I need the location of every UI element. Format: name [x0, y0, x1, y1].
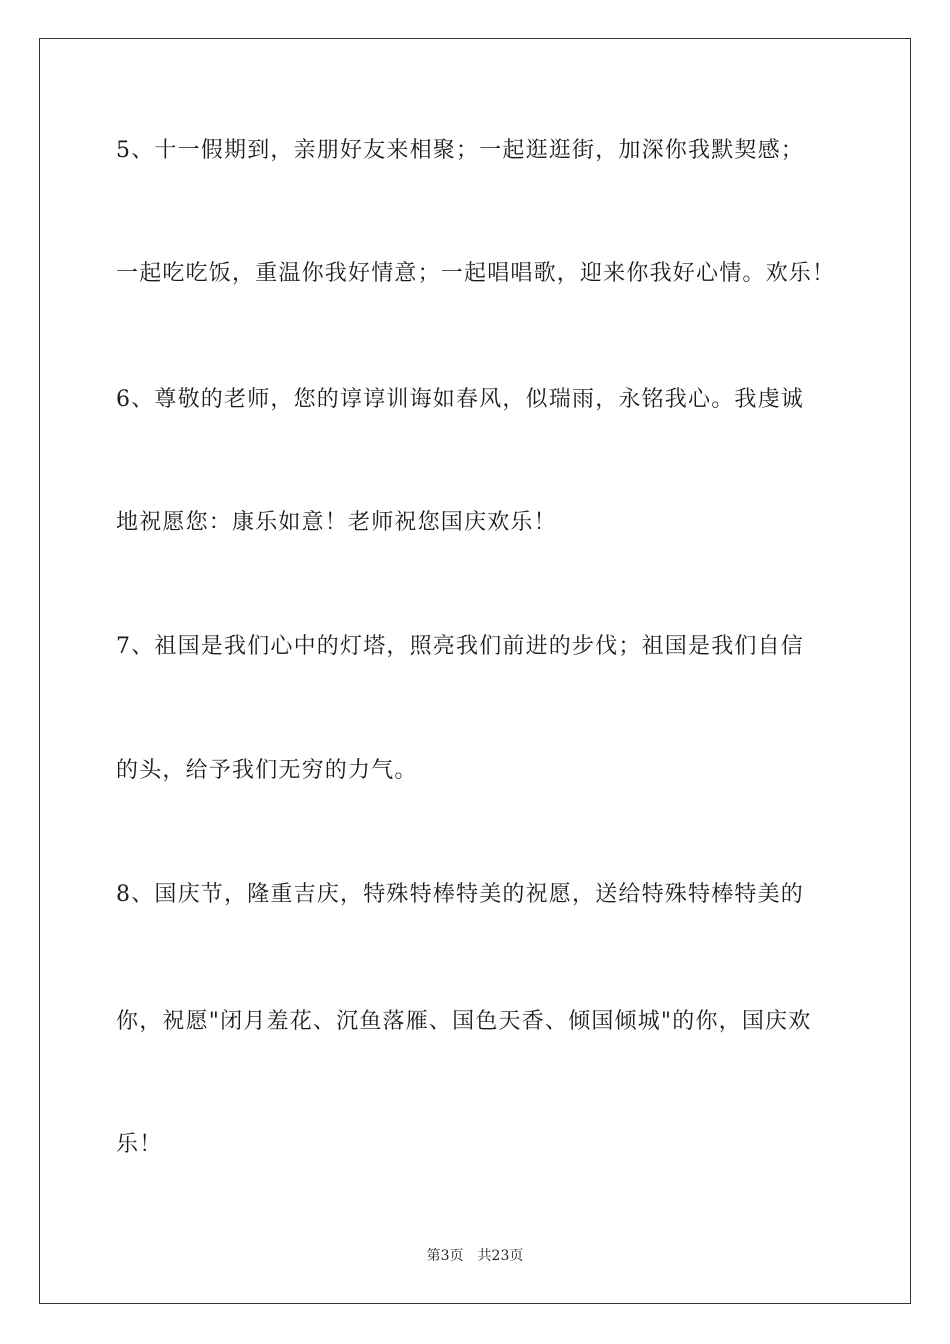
text-line-8: 你，祝愿"闭月羞花、沉鱼落雁、国色天香、倾国倾城"的你，国庆欢	[116, 1009, 812, 1034]
text-line-5: 7、祖国是我们心中的灯塔，照亮我们前进的步伐；祖国是我们自信	[116, 634, 804, 659]
text-line-6: 的头，给予我们无穷的力气。	[116, 758, 418, 783]
page-number: 第3页	[426, 1248, 464, 1264]
text-line-9: 乐！	[116, 1132, 163, 1157]
text-line-4: 地祝愿您：康乐如意！老师祝您国庆欢乐！	[116, 510, 557, 535]
text-line-1: 5、十一假期到，亲朋好友来相聚；一起逛逛街，加深你我默契感；	[116, 138, 804, 163]
text-line-3: 6、尊敬的老师，您的谆谆训诲如春风，似瑞雨，永铭我心。我虔诚	[116, 387, 804, 412]
text-line-7: 8、国庆节，隆重吉庆，特殊特棒特美的祝愿，送给特殊特棒特美的	[116, 882, 804, 907]
text-line-2: 一起吃吃饭，重温你我好情意；一起唱唱歌，迎来你我好心情。欢乐！	[116, 261, 836, 286]
page-border	[39, 38, 911, 1304]
page-total: 共23页	[477, 1248, 524, 1264]
page-footer	[0, 1246, 950, 1266]
